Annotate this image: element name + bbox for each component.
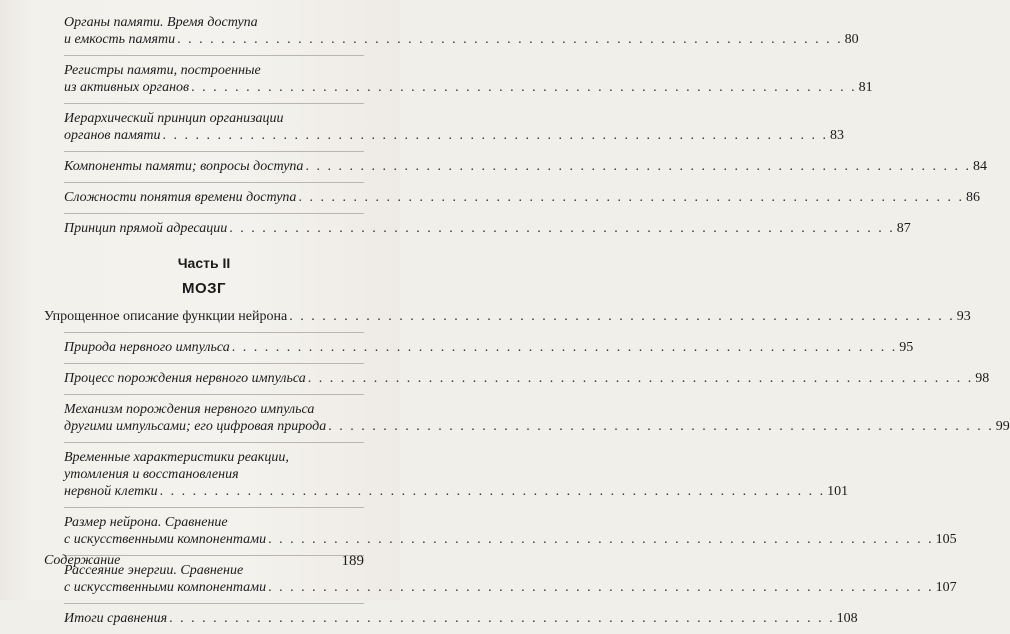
dot-leader (191, 79, 857, 96)
toc-entry-title: другими импульсами; его цифровая природа (64, 419, 327, 434)
toc-entry-line: Механизм порождения нервного импульса (64, 402, 315, 417)
dot-leader (232, 339, 898, 356)
toc-entry-leader-line (64, 418, 1010, 435)
toc-entry-title: Упрощенное описание функции нейрона (44, 309, 288, 324)
toc-entry (44, 110, 845, 144)
entry-separator (64, 603, 364, 604)
toc-entry-leader-line (44, 308, 971, 325)
toc-entry (44, 189, 980, 206)
toc-entry-leader-line (64, 531, 957, 548)
toc-entry-leader-line (64, 31, 859, 48)
entry-separator (64, 213, 364, 214)
dot-leader (163, 127, 829, 144)
entry-separator (64, 332, 364, 333)
entry-separator (64, 442, 364, 443)
toc-entry-title: с искусственными компонентами (64, 580, 267, 595)
toc-entry-leader-line (64, 189, 980, 206)
toc-main-entry (44, 308, 971, 333)
toc-entry-page-number: 87 (896, 221, 911, 236)
toc-entry-title: Природа нервного импульса (64, 340, 230, 355)
toc-entry-leader-line (64, 579, 957, 596)
toc-entry-line: Регистры памяти, построенные (64, 63, 261, 78)
toc-entry-title: из активных органов (64, 80, 190, 95)
toc-entry-line: Временные характеристики реакции, (64, 450, 289, 465)
toc-entry-title: органов памяти (64, 128, 161, 143)
page-footer (44, 553, 364, 570)
toc-entry-page-number: 84 (972, 159, 987, 174)
part-label: Часть II (177, 255, 231, 271)
toc-entry-title: Компоненты памяти; вопросы доступа (64, 159, 304, 174)
toc-section-memory (44, 14, 987, 237)
toc-entry (44, 220, 911, 237)
toc-entry-page-number: 101 (827, 484, 849, 499)
dot-leader (268, 531, 934, 548)
toc-entry-title: нервной клетки (64, 484, 158, 499)
toc-entry-line: Рассеяние энергии. Сравнение (64, 563, 244, 578)
toc-entry-line: утомления и восстановления (64, 467, 239, 482)
toc-entry (44, 158, 987, 175)
toc-entry-line: Органы памяти. Время доступа (64, 15, 258, 30)
toc-section-brain (44, 339, 1010, 627)
toc-entry-leader-line (64, 158, 987, 175)
toc-entry (44, 14, 859, 48)
dot-leader (160, 483, 826, 500)
footer-section-title: Содержание (44, 553, 121, 568)
entry-separator (64, 182, 364, 183)
dot-leader (328, 418, 994, 435)
toc-entry-page-number: 99 (995, 419, 1010, 434)
dot-leader (169, 610, 835, 627)
toc-entry-leader-line (64, 610, 858, 627)
entry-separator (64, 55, 364, 56)
footer-page-number: 189 (341, 553, 364, 569)
toc-entry (44, 610, 858, 627)
toc-entry-page-number: 80 (844, 32, 859, 47)
toc-entry-line: Иерархический принцип организации (64, 111, 284, 126)
toc-entry-leader-line (64, 339, 914, 356)
toc-entry-page-number: 105 (935, 532, 957, 547)
dot-leader (268, 579, 934, 596)
entry-separator (64, 394, 364, 395)
toc-entry-title: Процесс порождения нервного импульса (64, 371, 306, 386)
toc-entry (44, 62, 873, 96)
toc-entry-leader-line (64, 483, 849, 500)
dot-leader (229, 220, 895, 237)
toc-entry (44, 449, 849, 500)
entry-separator (64, 151, 364, 152)
dot-leader (305, 158, 971, 175)
toc-entry-page-number: 86 (965, 190, 980, 205)
toc-entry-page-number: 83 (830, 128, 845, 143)
table-of-contents (44, 14, 1010, 634)
toc-entry-title: Итоги сравнения (64, 611, 168, 626)
entry-separator (64, 363, 364, 364)
toc-entry-leader-line (64, 370, 990, 387)
dot-leader (298, 189, 964, 206)
entry-separator (64, 103, 364, 104)
toc-entry-page-number: 98 (975, 371, 990, 386)
part-title: МОЗГ (181, 280, 227, 297)
toc-entry-leader-line (64, 127, 845, 144)
toc-entry-title: с искусственными компонентами (64, 532, 267, 547)
dot-leader (289, 308, 955, 325)
toc-entry-page-number: 108 (836, 611, 858, 626)
toc-entry-leader-line (64, 220, 911, 237)
toc-entry-title: и емкость памяти (64, 32, 176, 47)
toc-entry-page-number: 93 (956, 309, 971, 324)
dot-leader (308, 370, 974, 387)
toc-entry-page-number: 95 (899, 340, 914, 355)
toc-entry (44, 339, 914, 356)
toc-entry-line: Размер нейрона. Сравнение (64, 515, 228, 530)
toc-entry-title: Принцип прямой адресации (64, 221, 228, 236)
toc-entry-leader-line (64, 79, 873, 96)
entry-separator (64, 507, 364, 508)
dot-leader (177, 31, 843, 48)
toc-entry-title: Сложности понятия времени доступа (64, 190, 297, 205)
toc-entry (44, 401, 1010, 435)
toc-entry (44, 514, 957, 548)
toc-entry-page-number: 81 (858, 80, 873, 95)
toc-entry (44, 370, 990, 387)
toc-entry (44, 308, 971, 325)
toc-entry-page-number: 107 (935, 580, 957, 595)
